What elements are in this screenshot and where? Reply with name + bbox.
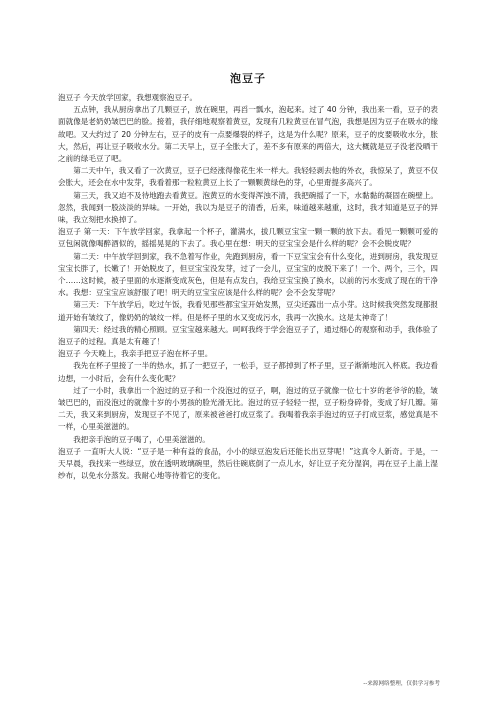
document-title: 泡豆子 — [230, 72, 266, 85]
paragraph: 我先在杯子里接了一半的热水，抓了一把豆子，一松手，豆子都掉到了杯子里，豆子渐渐地沉入杯底。我边看边想，一小时后，会有什么变化呢？ — [58, 361, 438, 383]
paragraph: 过了一小时，我拿出一个泡过的豆子和一个没泡过的豆子，啊，泡过的豆子就像一位七十岁的老爷爷的脸，皱皱巴巴的，而没泡过的就像十岁的小男孩的脸光滑无比。泡过的豆子轻轻一捏，豆子粉身碎骨，变成了好几瓣。第二天，我又来到厨房，发现豆子不见了，原来被爸爸打成豆浆了。我喝着我亲手泡过的豆子打成豆浆，感觉真是不一样，心里美滋滋的。 — [58, 385, 438, 432]
paragraph: 泡豆子 今天放学回家，我想观察泡豆子。 — [58, 93, 198, 102]
paragraph: 第三天，我又迫不及待地跑去看黄豆。泡黄豆的水变得浑浊不清，我把碗摇了一下，水黏黏的凝固在碗壁上。忽然，我闻到一股淡淡的异味。一开始，我以为是豆子的清香，后来，味道越来越重，这时，我才知道是豆子的异味，我立刻把水换掉了。 — [58, 190, 438, 225]
paragraph: 泡豆子 一直听大人说：“豆子是一种有益的食品，小小的绿豆泡发后还能长出豆芽呢！”这真令人新奇。于是，一天早晨，我找来一些绿豆，放在透明玻璃碗里，然后往碗底倒了一点儿水，好让豆子充分湿润，再在豆子上盖上湿纱布，以免水分蒸发。我耐心地等待着它的变化。 — [58, 446, 438, 481]
paragraph: 第二天：中午放学回到家，我不急着写作业，先跑到厨房，看一下豆宝宝会有什么变化，进到厨房，我发现豆宝宝长胖了，长嫩了！开始脱皮了，但豆宝宝没发芽，过了一会儿，豆宝宝的皮脱下来了！一个、两个，三个，四个……这时候，被子里面的水逐渐变成灰色，但是有点发白，我给豆宝宝换了换水，以前的污水变成了现在的干净水。我想：豆宝宝应该舒服了吧！明天的豆宝宝应该是什么样的呢？会不会发芽呢？ — [58, 251, 438, 298]
paragraph: 第三天：下午放学后，吃过午饭，我看见那些都宝宝开始发黑，豆尖还露出一点小芽。这时候我突然发现都报道开始有皱纹了，像奶奶的皱纹一样。但是杯子里的水又变成污水，我再一次换水。这是太神奇了！ — [58, 300, 438, 322]
paragraph: 第二天中午，我又看了一次黄豆，豆子已经涨得像花生米一样大。我轻轻剥去他的外衣，我惊呆了，黄豆不仅会胀大，还会在水中发芽，我看着那一粒粒黄豆上长了一颗颗黄绿色的芽，心里甭提多高兴了。 — [58, 166, 438, 188]
paragraph: 泡豆子 第一天：下午放学回家，我拿起一个杯子，灌满水，拔几颗豆宝宝一颗一颗的放下去。看见一颗颗可爱的豆包闲就像喝醉酒似的，摇摇晃晃的下去了。我心里在想：明天的豆宝宝会是什么样的呢？会不会脱皮呢？ — [58, 227, 438, 249]
paragraph: 第四天：经过我的精心照顾。豆宝宝越来越大。呵呵我终于学会泡豆子了，通过细心的观察和动手，我体验了泡豆子的过程。真是太有趣了！ — [58, 324, 438, 347]
paragraph: 泡豆子 今天晚上，我亲手把豆子泡在杯子里。 — [58, 349, 213, 359]
document-body — [58, 92, 438, 483]
paragraph: 我把亲手泡的豆子喝了，心里美滋滋的。 — [73, 434, 210, 444]
source-footer: --来源网络整理，仅供学习参考 — [363, 681, 440, 687]
paragraph: 五点钟，我从厨房拿出了几颗豆子，放在碗里，再舀一瓢水，泡起来。过了 40 分钟，我出来一看，豆子的表面就像是老奶奶皱巴巴的脸。接着，我仔细地观察着黄豆，发现有几粒黄豆在冒气泡，我想是因为豆子在吸水的缘故吧。又大约过了 20 分钟左右，豆子的皮有一点要爆裂的样子，这是为什么呢？原来，豆子的皮要吸收水分，胀大，然后，再让豆子吸收水分。第二天早上，豆子全胀大了，差不多有原来的两倍大，这大概就是豆子没老没晒干之前的绿毛豆了吧。 — [58, 105, 438, 164]
